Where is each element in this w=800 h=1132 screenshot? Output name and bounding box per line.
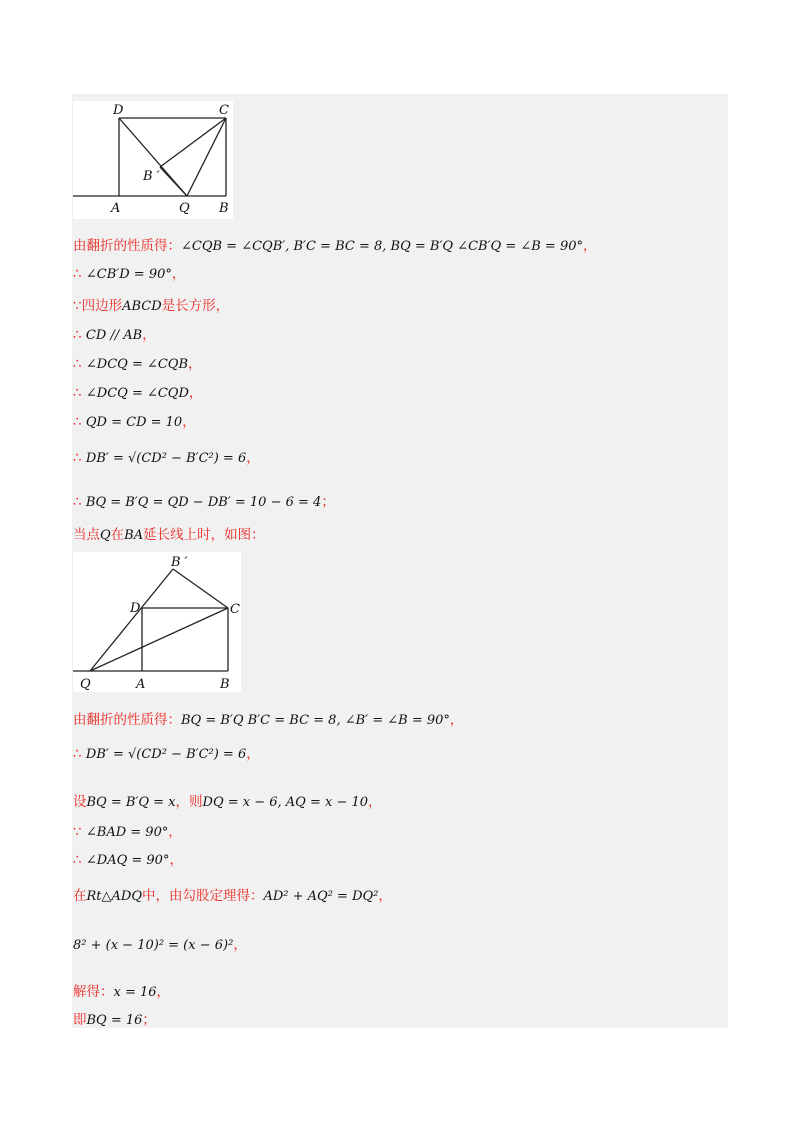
label-B-prime: B ′ (143, 169, 160, 184)
solution-line: ∵ ∠BAD = 90°， (73, 824, 182, 840)
solution-line: 8² + (x − 10)² = (x − 6)²， (73, 937, 247, 953)
solution-line: ∴ ∠DCQ = ∠CQD， (73, 385, 203, 401)
figure-fold-inside (73, 101, 233, 219)
solution-line: ∴ BQ = B′Q = QD − DB′ = 10 − 6 = 4； (73, 494, 335, 510)
label-A: A (111, 201, 121, 216)
solution-line: 解得：x = 16， (73, 984, 171, 1000)
label-B-prime: B ′ (171, 555, 188, 570)
solution-line: 在Rt△ADQ中，由勾股定理得：AD² + AQ² = DQ²， (73, 888, 392, 904)
solution-line: 即BQ = 16； (73, 1012, 156, 1028)
label-B: B (220, 677, 230, 692)
label-Q: Q (179, 201, 190, 216)
label-Q: Q (80, 677, 91, 692)
label-B: B (219, 201, 229, 216)
solution-line: 由翻折的性质得：BQ = B′Q B′C = BC = 8, ∠B′ = ∠B = 90°， (73, 712, 464, 728)
label-D: D (130, 601, 141, 616)
solution-line: ∴ ∠DCQ = ∠CQB， (73, 356, 202, 372)
label-C: C (230, 602, 240, 617)
solution-line: 由翻折的性质得：∠CQB = ∠CQB′, B′C = BC = 8, BQ = B′Q ∠CB′Q = ∠B = 90°， (73, 238, 597, 254)
solution-line: ∴ DB′ = √(CD² − B′C²) = 6， (73, 450, 260, 466)
label-C: C (219, 103, 229, 118)
solution-line: ∴ QD = CD = 10， (73, 414, 196, 430)
solution-line: 当点Q在BA延长线上时，如图： (73, 527, 265, 543)
solution-line: ∴ CD // AB， (73, 327, 156, 343)
solution-line: ∵四边形ABCD是长方形， (73, 298, 230, 314)
solution-line: ∴ DB′ = √(CD² − B′C²) = 6， (73, 746, 260, 762)
solution-line: ∴ ∠CB′D = 90°， (73, 266, 186, 282)
label-D: D (113, 103, 124, 118)
figure-fold-extension (73, 552, 241, 692)
solution-line: ∴ ∠DAQ = 90°， (73, 852, 183, 868)
label-A: A (136, 677, 146, 692)
solution-line: 设BQ = B′Q = x，则DQ = x − 6, AQ = x − 10， (73, 794, 382, 810)
